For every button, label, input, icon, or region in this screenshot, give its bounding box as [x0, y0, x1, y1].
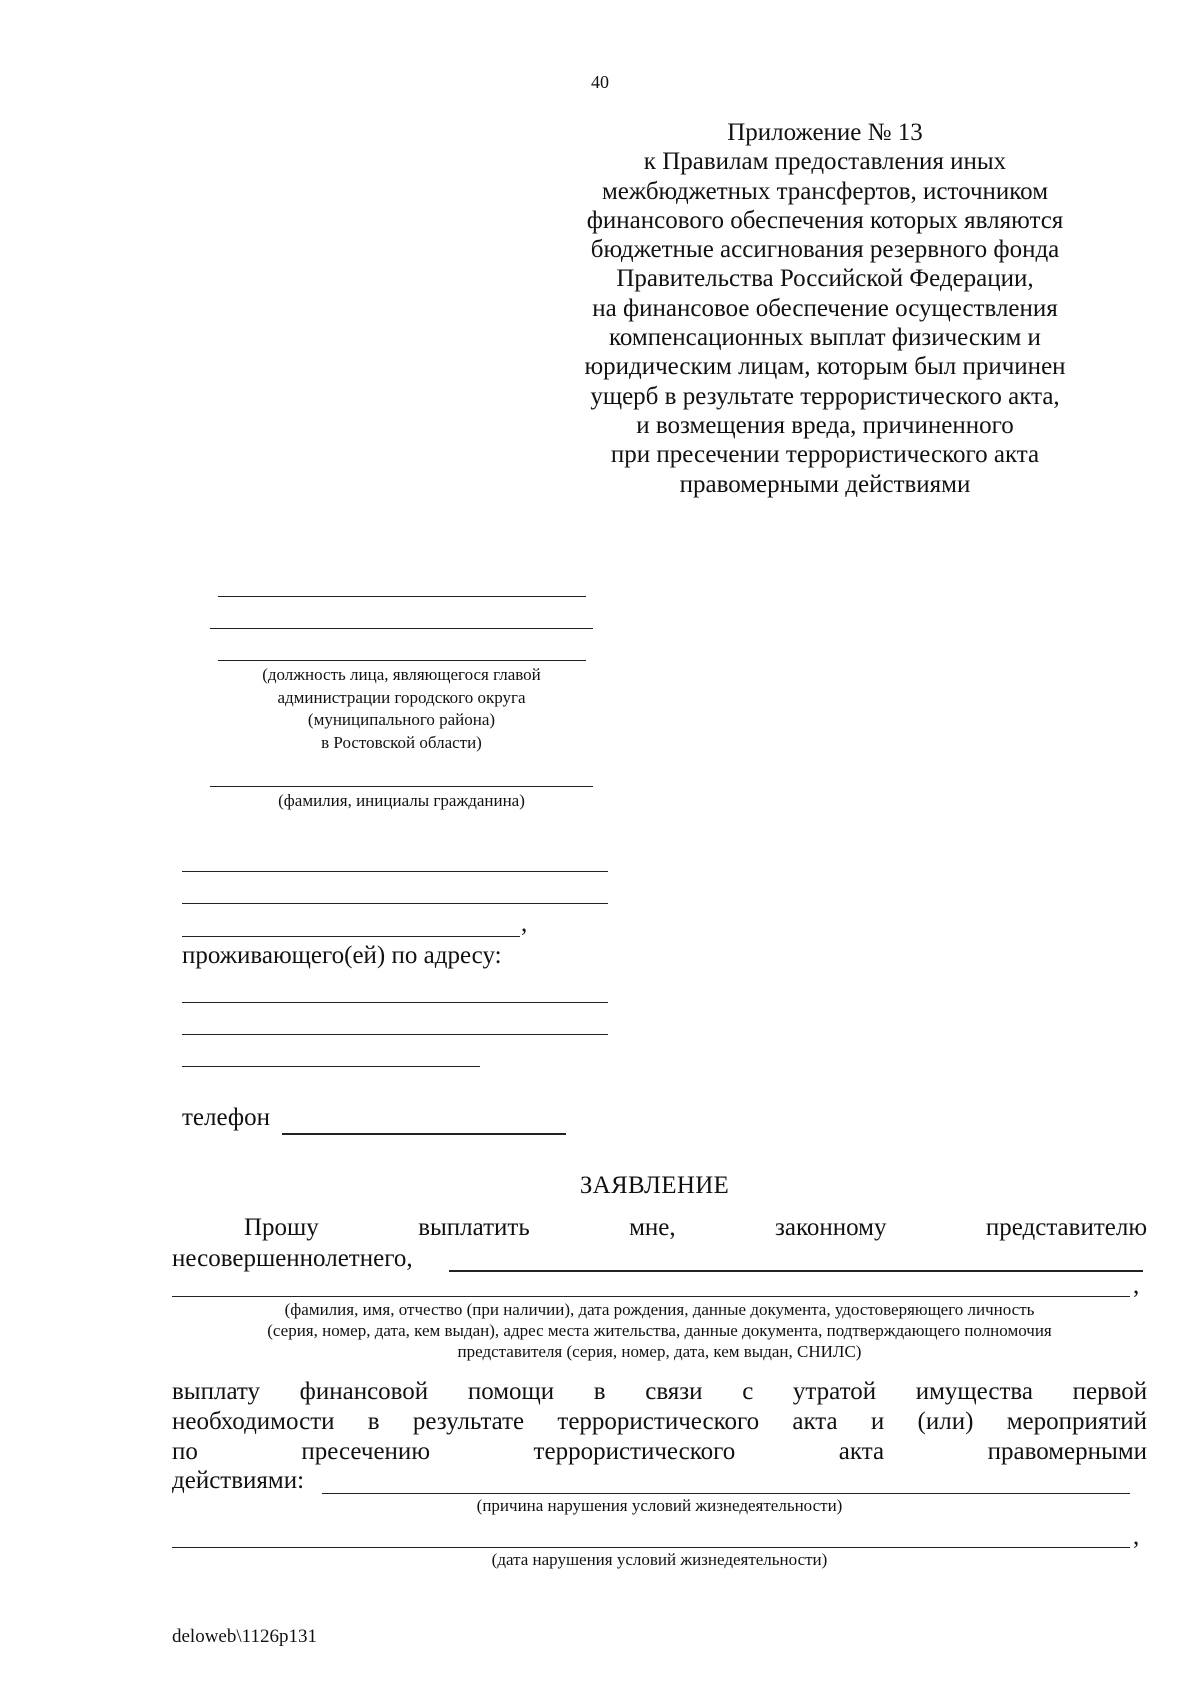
- phone-label: телефон: [182, 1104, 270, 1131]
- appendix-line: ущерб в результате террористического акта,: [590, 382, 1060, 410]
- appendix-line: бюджетные ассигнования резервного фонда: [590, 236, 1060, 264]
- appendix-line: на финансовое обеспечение осуществления: [592, 294, 1058, 322]
- page-number: 40: [591, 72, 609, 92]
- footer-document-code: deloweb\1126p131: [172, 1626, 317, 1647]
- appendix-line: и возмещения вреда, причиненного: [636, 411, 1014, 439]
- date-line-comma: ,: [1133, 1523, 1140, 1550]
- address-line-2[interactable]: [182, 1034, 608, 1035]
- official-name-line-1[interactable]: [218, 596, 586, 597]
- date-caption: (дата нарушения условий жизнедеятельности): [491, 1550, 828, 1569]
- request-line-1: Прошу выплатить мне, законному представителю: [244, 1214, 1148, 1241]
- person-details-comma: ,: [1133, 1272, 1140, 1299]
- statement-heading: ЗАЯВЛЕНИЕ: [579, 1172, 730, 1199]
- appendix-line: юридическим лицам, которым был причинен: [584, 353, 1066, 381]
- official-name-line-3[interactable]: [218, 660, 586, 661]
- official-name-line-2[interactable]: [210, 628, 593, 629]
- address-label: проживающего(ей) по адресу:: [182, 942, 502, 969]
- appendix-line: при пресечении террористического акта: [610, 441, 1040, 469]
- request-line-2-start: несовершеннолетнего,: [172, 1245, 413, 1272]
- reason-caption: (причина нарушения условий жизнедеятельности): [476, 1496, 843, 1515]
- representative-line[interactable]: [449, 1270, 1143, 1272]
- body-line-4-start: действиями:: [172, 1467, 305, 1494]
- appendix-line: межбюджетных трансфертов, источником: [601, 177, 1049, 205]
- citizen-details-line-3[interactable]: [182, 936, 520, 937]
- body-line-2: необходимости в результате террористического акта и (или) мероприятий: [172, 1408, 1148, 1435]
- appendix-header: [555, 118, 1095, 499]
- citizen-details-line-2[interactable]: [182, 903, 608, 904]
- date-line[interactable]: [172, 1547, 1130, 1548]
- phone-line[interactable]: [282, 1133, 566, 1135]
- reason-line[interactable]: [322, 1493, 1130, 1494]
- appendix-line: к Правилам предоставления иных: [643, 148, 1007, 176]
- person-details-caption: (фамилия, имя, отчество (при наличии), дата рождения, данные документа, удостоверяющего личность (серия, номер, дата, кем выдан), адрес места жительства, данные документа, подтверждающего полномочия представителя (серия, номер, дата, кем выдан, СНИЛС): [267, 1300, 1052, 1361]
- person-details-line[interactable]: [172, 1296, 1130, 1297]
- body-line-1: выплату финансовой помощи в связи с утратой имущества первой: [172, 1378, 1148, 1405]
- address-line-3[interactable]: [182, 1066, 480, 1067]
- citizen-name-line[interactable]: [210, 786, 593, 787]
- appendix-line: Приложение № 13: [727, 119, 923, 146]
- citizen-details-comma: ,: [521, 910, 528, 937]
- citizen-name-caption: (фамилия, инициалы гражданина): [278, 791, 525, 810]
- appendix-line: правомерными действиями: [679, 470, 971, 498]
- body-line-3: по пресечению террористического акта правомерными: [172, 1438, 1148, 1465]
- appendix-line: финансового обеспечения которых являются: [586, 206, 1064, 234]
- official-position-caption: (должность лица, являющегося главой администрации городского округа (муниципального района) в Ростовской области): [262, 665, 541, 752]
- appendix-line: компенсационных выплат физическим и: [609, 324, 1041, 352]
- citizen-details-line-1[interactable]: [182, 871, 608, 872]
- address-line-1[interactable]: [182, 1002, 608, 1003]
- appendix-line: Правительства Российской Федерации,: [616, 265, 1034, 293]
